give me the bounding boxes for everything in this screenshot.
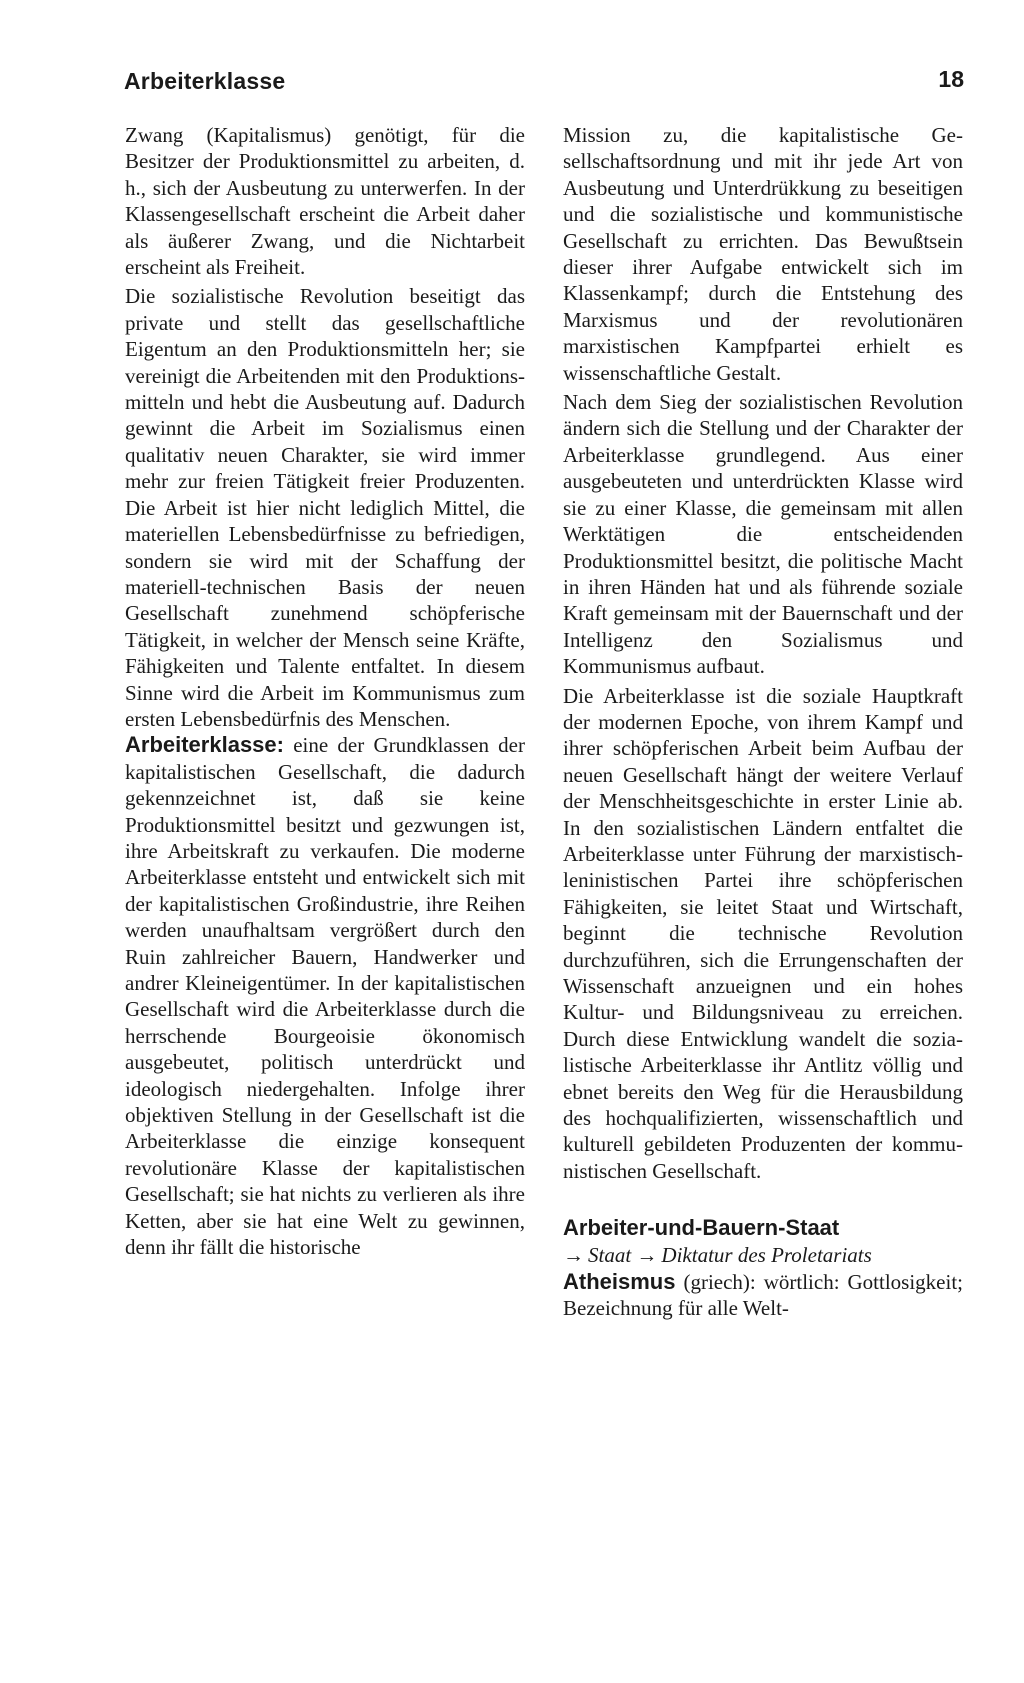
cross-reference-diktatur[interactable]: Diktatur des Proletariats	[661, 1243, 872, 1268]
entry-term-arbeiterklasse: Arbeiterklasse:	[125, 732, 284, 758]
paragraph-socialist-revolution: Die sozialistische Revolution beseitigt das private und stellt das gesellschaftliche Eigentum an den Produktionsmitteln her; sie vereinigt die Arbeitenden mit den Produktionsmitteln und hebt die Ausbeutung auf. Dadurch gewinnt die Arbeit im Sozialismus einen qualitativ neuen Charakter, sie wird immer mehr zur freien Tätigkeit freier Produzenten. Die Arbeit ist hier nicht lediglich Mittel, die materiellen Lebensbedürfnisse zu befriedigen, sondern sie wird mit der Schaffung der materiell-technischen Basis der neuen Gesellschaft zunehmend schöpferische Tätigkeit, in welcher der Mensch seine Kräfte, Fähigkeiten und Talente entfaltet. In diesem Sinne wird die Arbeit im Kommunismus zum ersten Lebensbedürfnis des Menschen.	[125, 284, 525, 731]
cross-reference-staat[interactable]: Staat	[588, 1243, 632, 1268]
running-head: Arbeiterklasse	[124, 68, 286, 94]
entry-arbeiter-und-bauern-staat	[563, 1214, 963, 1268]
paragraph-after-victory: Nach dem Sieg der sozialistischen Revolution ändern sich die Stellung und der Charakter der Arbeiterklasse grundlegend. Aus einer ausgebeuteten und unterdrückten Klasse wird sie zu einer Klasse, die gemeinsam mit allen Werktätigen die entscheidenden Produktionsmittel besitzt, die politische Macht in ihren Händen hat und als führende soziale Kraft gemeinsam mit der Bauernschaft und der Intelligenz den Sozialismus und Kommunismus aufbaut.	[563, 390, 963, 679]
arrow-right-icon: →	[563, 1243, 584, 1268]
right-column	[563, 122, 963, 1321]
entry-text-atheismus: (griech): wörtlich: Gottlosigkeit; Bezeichnung für alle Welt-	[563, 1269, 963, 1321]
page-header	[124, 62, 964, 102]
entry-text-arbeiterklasse: eine der Grundklassen der kapitalistischen Gesellschaft, die dadurch gekennzeichnet ist, daß sie keine Produktionsmittel besitzt und gezwungen ist, ihre Arbeitskraft zu verkaufen. Die moderne Arbeiterklasse entsteht und entwickelt sich mit der kapitalistischen Großindustrie, ihre Reihen werden unaufhaltsam vergrößert durch den Ruin zahlreicher Bauern, Handwerker und andrer Kleineigentümer. In der kapitalistischen Gesellschaft wird die Arbeiterklasse durch die herrschende Bourgeoisie ökonomisch ausgebeutet, politisch unterdrückt und ideologisch niedergehalten. Infolge ihrer objektiven Stellung in der Gesellschaft ist die Arbeiterklasse die einzige konsequent revolutionäre Klasse der kapitalistischen Gesellschaft; sie hat nichts zu verlieren als ihre Ketten, aber sie hat eine Welt zu gewinnen, denn ihr fällt die historische	[125, 733, 525, 1260]
page-number: 18	[938, 66, 964, 92]
left-column	[125, 122, 525, 1260]
entry-term-atheismus: Atheismus	[563, 1268, 676, 1294]
entry-arbeiterklasse	[125, 732, 525, 1260]
arrow-right-icon: →	[636, 1243, 658, 1268]
paragraph-continuation: Zwang (Kapitalismus) genötigt, für die Besitzer der Produktionsmittel zu arbeiten, d. h., sich der Ausbeutung zu unterwerfen. In der Klassengesellschaft erscheint die Arbeit daher als äußerer Zwang, und die Nichtarbeit erscheint als Freiheit.	[125, 123, 525, 280]
cross-reference-line	[563, 1242, 963, 1268]
entry-term-arbeiter-und-bauern-staat: Arbeiter-und-Bauern-Staat	[563, 1215, 840, 1241]
entry-atheismus	[563, 1269, 963, 1322]
paragraph-main-force: Die Arbeiterklasse ist die soziale Hauptkraft der modernen Epoche, von ihrem Kampf und ihrer schöpferischen Arbeit beim Aufbau der neuen Gesellschaft hängt der weitere Verlauf der Menschheitsgeschichte in erster Linie ab. In den sozialistischen Ländern entfaltet die Arbeiterklasse unter Führung der marxistisch-leninistischen Partei ihre schöpferischen Fähigkeiten, sie leitet Staat und Wirtschaft, beginnt die technische Revolution durchzuführen, sich die Errungenschaften der Wissenschaft anzueignen und ein hohes Kultur- und Bildungsniveau zu erreichen. Durch diese Entwicklung wandelt die sozialistische Arbeiterklasse ihr Antlitz völlig und ebnet bereits den Weg für die Herausbildung des hochqualifizierten, wissenschaftlich und kulturell gebildeten Produzenten der kommunistischen Gesellschaft.	[563, 683, 963, 1183]
paragraph-mission: Mission zu, die kapitalistische Gesellschaftsordnung und mit ihr jede Art von Ausbeutung und Unterdrükkung zu beseitigen und die sozialistische und kommunistische Gesellschaft zu errichten. Das Bewußtsein dieser ihrer Aufgabe entwickelt sich im Klassenkampf; durch die Entstehung des Marxismus und der revolutionären marxistischen Kampfpartei erhielt es wissenschaftliche Gestalt.	[563, 123, 963, 385]
